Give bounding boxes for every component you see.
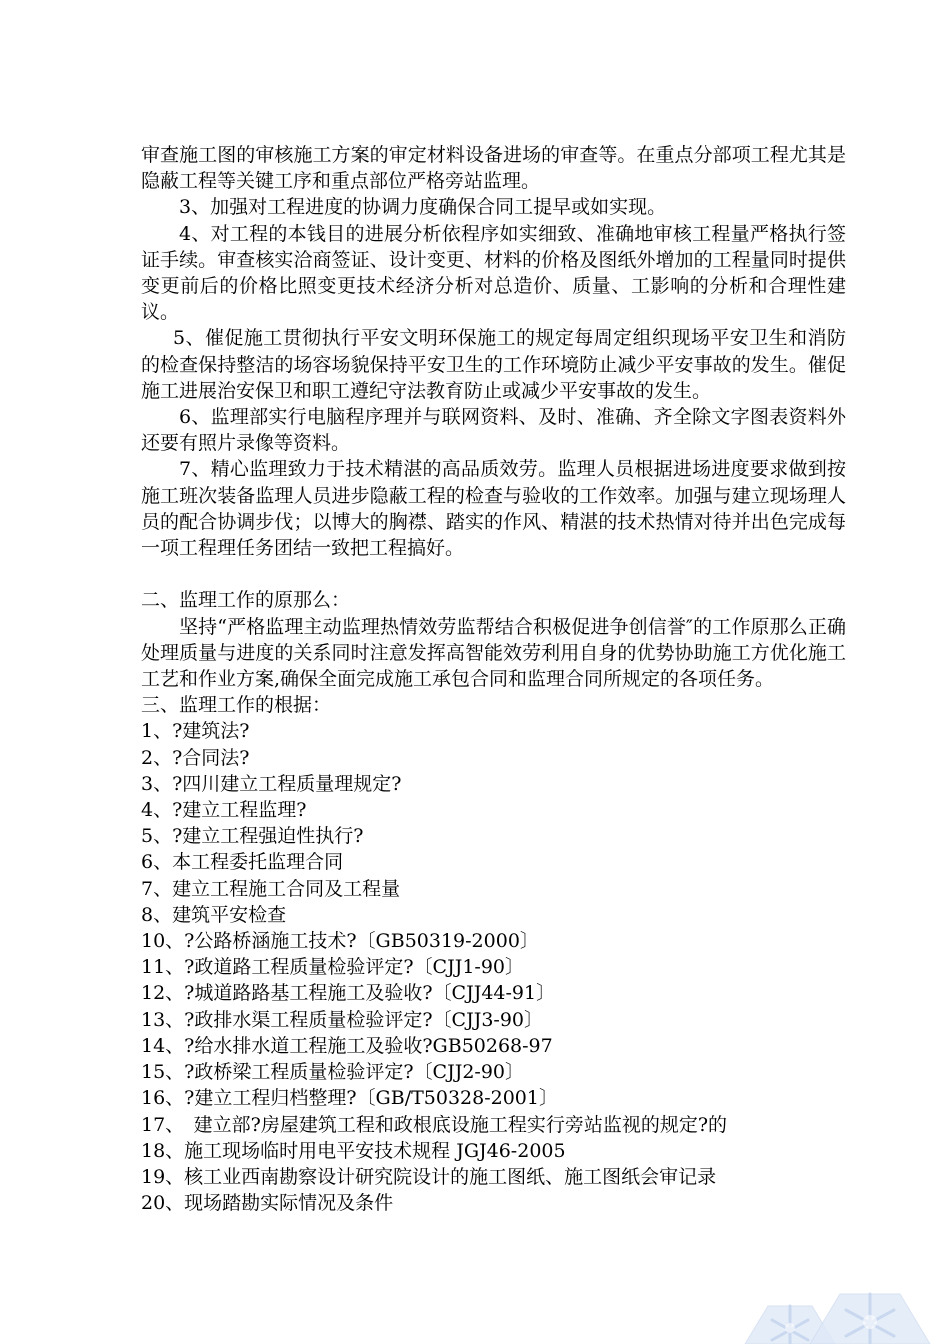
section-heading-basis: 三、监理工作的根据： [141, 694, 332, 717]
snowflake-watermark-icon [690, 1194, 950, 1344]
blank-line [141, 561, 846, 587]
section-heading-principles: 二、监理工作的原那么： [141, 589, 351, 612]
list-item: 20、现场踏勘实际情况及条件 [141, 1192, 394, 1215]
list-item: 14、?给水排水道工程施工及验收?GB50268-97 [141, 1034, 553, 1057]
paragraph-item-5-safety: 5、催促施工贯彻执行平安文明环保施工的规定每周定组织现场平安卫生和消防的检查保持整洁的场容场貌保持平安卫生的工作环境防止减少平安事故的发生。催促施工进展治安保卫和职工遵纪守法教育防止或减少平安事故的发生。 [141, 327, 846, 402]
paragraph-item-3-progress: 3、加强对工程进度的协调力度确保合同工提早或如实现。 [179, 196, 667, 219]
paragraph-principles: 坚持“严格监理主动监理热情效劳监帮结合积极促进争创信誉″的工作原那么正确处理质量与进度的关系同时注意发挥高智能效劳利用自身的优势协助施工方优化施工工艺和作业方案,确保全面完成施工承包合同和监理合同所规定的各项任务。 [141, 615, 846, 691]
list-item: 13、?政排水渠工程质量检验评定?〔CJJ3-90〕 [141, 1008, 544, 1031]
list-item: 16、?建立工程归档整理?〔GB/T50328-2001〕 [141, 1087, 558, 1110]
list-item: 10、?公路桥涵施工技术?〔GB50319-2000〕 [141, 930, 539, 953]
list-item: 15、?政桥梁工程质量检验评定?〔CJJ2-90〕 [141, 1061, 525, 1084]
list-item: 1、?建筑法? [141, 720, 250, 743]
paragraph-item-6-records: 6、监理部实行电脑程序理并与联网资料、及时、准确、齐全除文字图表资料外还要有照片录像等资料。 [141, 406, 846, 455]
list-item: 4、?建立工程监理? [141, 799, 307, 822]
list-item: 8、建筑平安检查 [141, 903, 287, 926]
list-item: 5、?建立工程强迫性执行? [141, 825, 364, 848]
list-item: 19、核工业西南勘察设计研究院设计的施工图纸、施工图纸会审记录 [141, 1165, 717, 1188]
list-item: 12、?城道路路基工程施工及验收?〔CJJ44-91〕 [141, 982, 556, 1005]
list-item: 3、?四川建立工程质量理规定? [141, 772, 402, 795]
list-item: 7、建立工程施工合同及工程量 [141, 877, 401, 900]
paragraph-review-construction-drawings: 审查施工图的审核施工方案的审定材料设备进场的审查等。在重点分部项工程尤其是隐蔽工程等关键工序和重点部位严格旁站监理。 [141, 144, 846, 193]
basis-list [141, 718, 846, 1216]
paragraph-item-4-cost: 4、对工程的本钱目的进展分析依程序如实细致、准确地审核工程量严格执行签证手续。审查核实洽商签证、设计变更、材料的价格及图纸外增加的工程量同时提供变更前后的价格比照变更技术经济分析对总造价、质量、工影响的分析和合理性建议。 [141, 222, 846, 324]
list-item: 2、?合同法? [141, 746, 250, 769]
document-body [141, 142, 846, 1216]
paragraph-item-7-service: 7、精心监理致力于技术精湛的高品质效劳。监理人员根据进场进度要求做到按施工班次装备监理人员进步隐蔽工程的检查与验收的工作效率。加强与建立现场理人员的配合协调步伐；以博大的胸襟、踏实的作风、精湛的技术热情对待并出色完成每一项工程理任务团结一致把工程搞好。 [141, 458, 846, 560]
list-item: 18、施工现场临时用电平安技术规程 JGJ46-2005 [141, 1139, 566, 1162]
list-item: 11、?政道路工程质量检验评定?〔CJJ1-90〕 [141, 956, 525, 979]
list-item: 17、 建立部?房屋建筑工程和政根底设施工程实行旁站监视的规定?的 [141, 1113, 728, 1136]
list-item: 6、本工程委托监理合同 [141, 851, 344, 874]
